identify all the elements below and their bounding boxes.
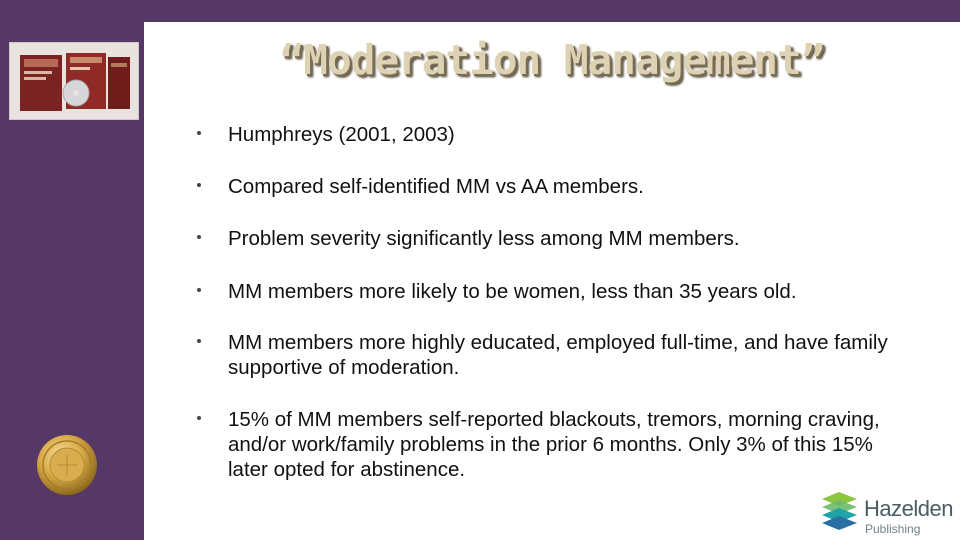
bullet-text: MM members more likely to be women, less than 35 years old. [228,280,797,303]
book-cd-icon [10,43,138,119]
bullet-text: Compared self-identified MM vs AA members. [228,175,644,198]
bullet-icon [197,416,201,420]
logo-mark-icon [820,490,860,534]
slide-title: “Moderation Management” [279,36,825,84]
bullet-text: Humphreys (2001, 2003) [228,123,455,146]
bullet-icon [197,288,201,292]
bullet-icon [197,183,201,187]
medallion [36,434,98,501]
bullet-icon [197,339,201,343]
logo-name: Hazelden [864,496,953,521]
bullet-text: 15% of MM members self-reported blackouts, tremors, morning craving, and/or work/family problems in the prior 6 months. Only 3% of this 15% later opted for abstinence. [228,408,880,481]
hazelden-logo [820,490,960,540]
bullet-icon [197,131,201,135]
bullet-text: MM members more highly educated, employed full-time, and have family supportive of moderation. [228,331,888,379]
gold-seal-icon [36,434,98,496]
logo-subtitle: Publishing [865,522,921,536]
product-image [9,42,139,120]
bullet-icon [197,235,201,239]
bullet-text: Problem severity significantly less among MM members. [228,227,740,250]
